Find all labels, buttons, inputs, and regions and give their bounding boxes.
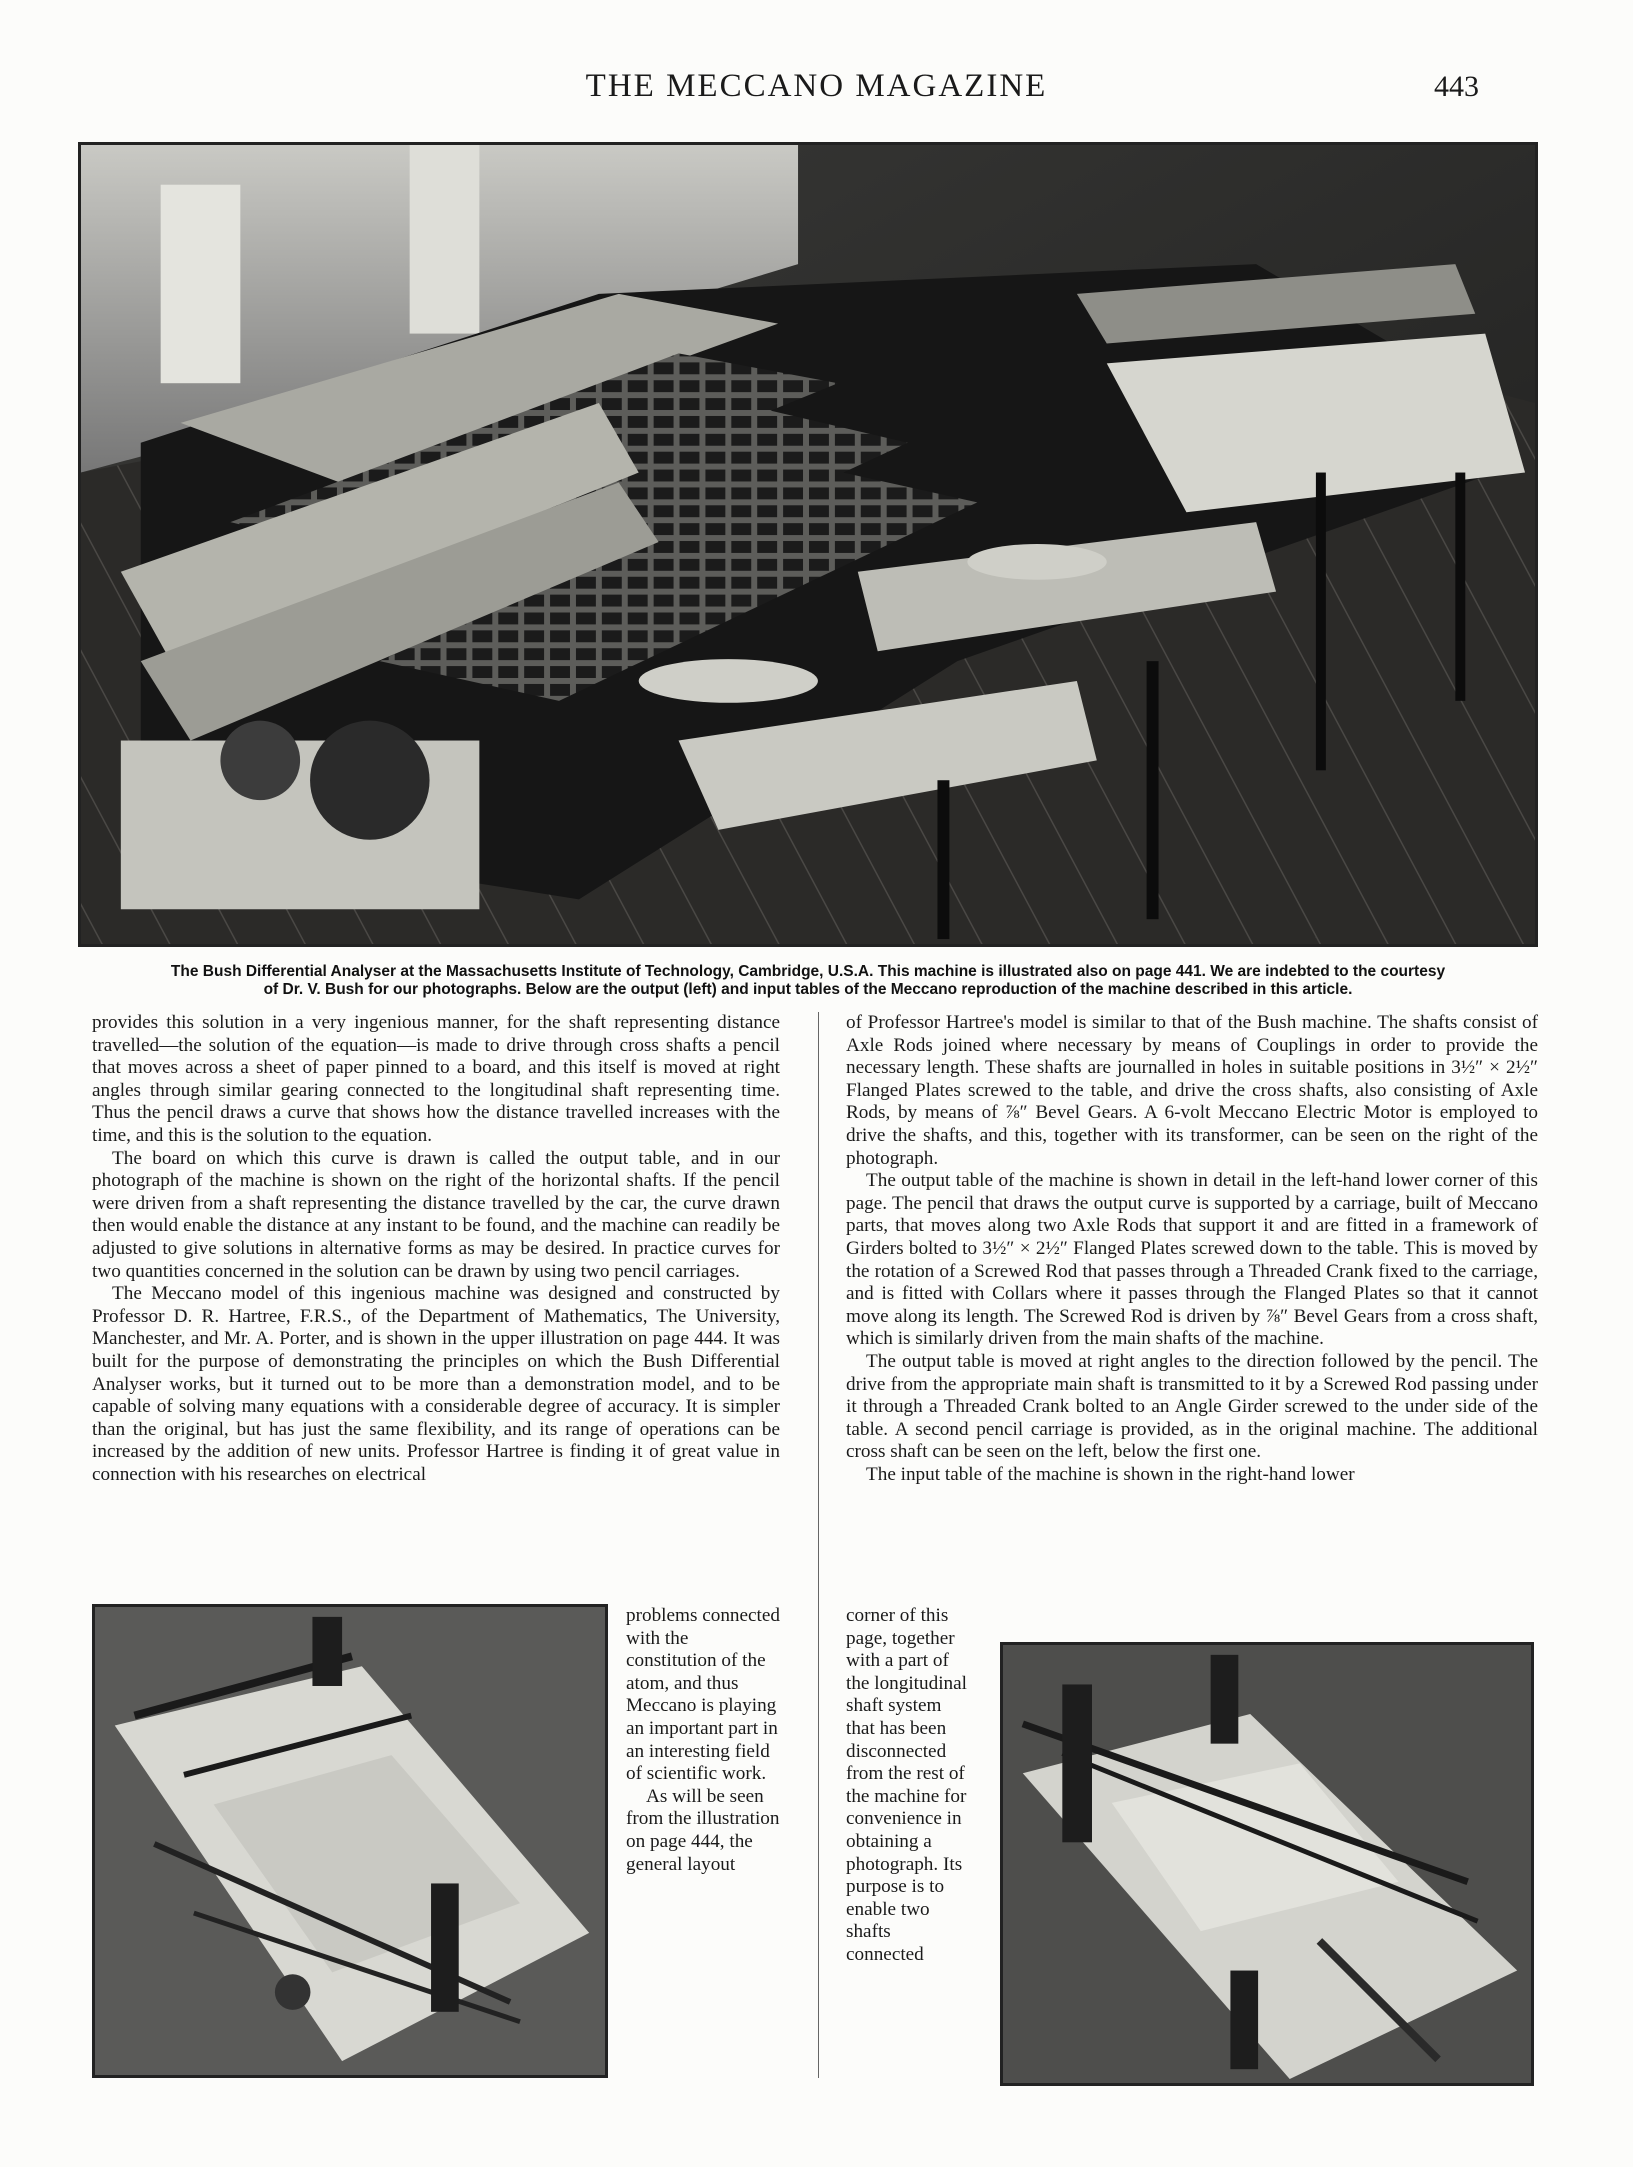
paragraph: provides this solution in a very ingenious manner, for the shaft representing distance travelled—the solution of the equation—is made to drive through cross shafts a pencil that moves across a sheet of paper pinned to a board, and this itself is moved at right angles through similar gearing connected to the longitudinal shaft representing time. Thus the pencil draws a curve that shows how the distance travelled increases with the time, and this is the solution to the equation.	[92, 1012, 780, 1146]
magazine-title: THE MECCANO MAGAZINE	[585, 68, 1048, 104]
column-divider	[818, 1012, 819, 2078]
page-number: 443	[1434, 70, 1479, 103]
narrow-text-left	[626, 1605, 782, 1876]
caption-line-2: of Dr. V. Bush for our photographs. Below are the output (left) and input tables of the Meccano reproduction of the machine described in this article.	[263, 981, 1353, 998]
paragraph: The input table of the machine is shown in the right-hand lower	[866, 1463, 1355, 1485]
paragraph: As will be seen from the illustration on page 444, the general layout	[626, 1785, 780, 1875]
paragraph: corner of this page, together with a part of the longitudinal shaft system that has been disconnected from the rest of the machine for convenience in obtaining a photograph. Its purpose is to enable two shafts connected	[846, 1605, 967, 1965]
paragraph: The board on which this curve is drawn is called the output table, and in our photograph of the machine is shown on the right of the horizontal shafts. If the pencil were driven from a shaft representing the distance travelled by the car, the curve drawn then would enable the distance at any instant to be found, and the machine can readily be adjusted to give solutions in alternative forms as may be desired. In practice curves for two quantities concerned in the solution can be drawn by using two pencil carriages.	[92, 1147, 780, 1282]
article-right-column	[846, 1012, 1538, 1486]
article-left-column	[92, 1012, 780, 1486]
caption-line-1: The Bush Differential Analyser at the Massachusetts Institute of Technology, Cambridge, U.S.A. This machine is illustrated also on page 441. We are indebted to the courtesy	[170, 963, 1446, 980]
narrow-text-right	[846, 1605, 970, 1967]
paragraph: The Meccano model of this ingenious machine was designed and constructed by Professor D. R. Hartree, F.R.S., of the Department of Mathematics, The University, Manchester, and Mr. A. Porter, and is shown in the upper illustration on page 444. It was built for the purpose of demonstrating the principles on which the Bush Differential Analyser works, but it turned out to be more than a demonstration model, and to be capable of solving many equations with a considerable degree of accuracy. It is simpler than the original, but has just the same flexibility, and its range of operations can be increased by the addition of new units. Professor Hartree is finding it of great value in connection with his researches on electrical	[92, 1283, 780, 1485]
output-table-photo	[92, 1604, 608, 2078]
differential-analyser-photo	[78, 142, 1538, 947]
photo-caption	[78, 963, 1538, 999]
paragraph: The output table of the machine is shown in detail in the left-hand lower corner of this page. The pencil that draws the output curve is supported by a carriage, built of Meccano parts, that moves along two Axle Rods that support it and are fitted in a framework of Girders bolted to 3½″ × 2½″ Flanged Plates screwed down to the table. This is moved by the rotation of a Screwed Rod that passes through a Threaded Crank fixed to the carriage, and is fitted with Collars where it passes through the Flanged Plates so that it cannot move along its length. The Screwed Rod is driven by ⅞″ Bevel Gears from a cross shaft, which is similarly driven from the main shafts of the machine.	[846, 1170, 1538, 1350]
paragraph: The output table is moved at right angles to the direction followed by the pencil. The drive from the appropriate main shaft is transmitted to it by a Screwed Rod passing under it through a Threaded Crank bolted to an Angle Girder screwed to the under side of the table. A second pencil carriage is provided, as in the original machine. The additional cross shaft can be seen on the left, below the first one.	[846, 1350, 1538, 1463]
paragraph: problems connected with the constitution of the atom, and thus Meccano is playing an important part in an interesting field of scientific work.	[626, 1605, 780, 1785]
paragraph: of Professor Hartree's model is similar to that of the Bush machine. The shafts consist of Axle Rods joined where necessary by means of Couplings in order to provide the necessary length. These shafts are journalled in holes in suitable positions in 3½″ × 2½″ Flanged Plates screwed to the table, and drive the cross shafts, also consisting of Axle Rods, by means of ⅞″ Bevel Gears. A 6-volt Meccano Electric Motor is employed to drive the shafts, and this, together with its transformer, can be seen on the right of the photograph.	[846, 1012, 1538, 1169]
input-table-photo	[1000, 1642, 1534, 2086]
